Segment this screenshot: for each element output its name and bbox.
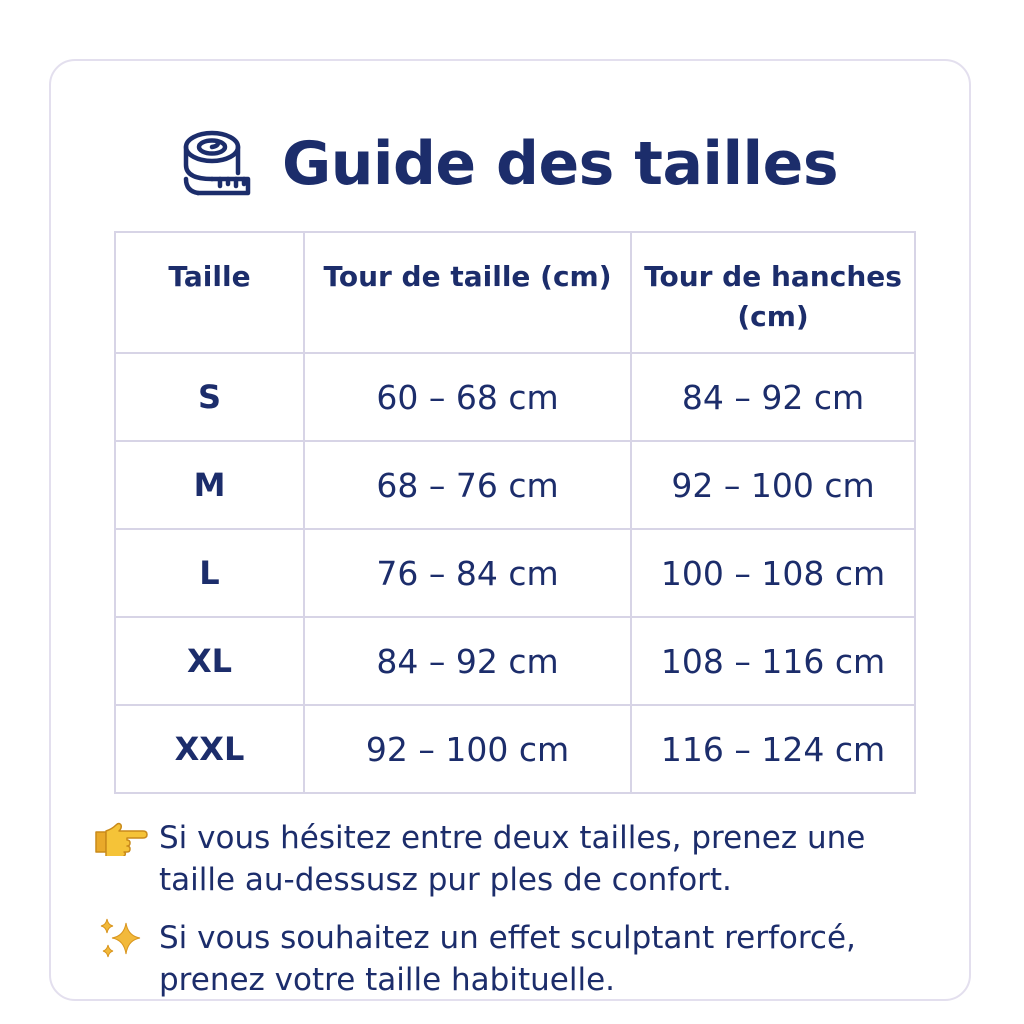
waist-cell: 60 – 68 cm — [304, 353, 631, 441]
size-guide-card — [49, 59, 971, 1001]
table-header-row — [115, 232, 915, 353]
waist-cell: 68 – 76 cm — [304, 441, 631, 529]
hips-cell: 116 – 124 cm — [631, 705, 915, 793]
size-cell: L — [115, 529, 304, 617]
table-row — [115, 529, 915, 617]
table-row — [115, 705, 915, 793]
hips-cell: 84 – 92 cm — [631, 353, 915, 441]
size-tip-note — [93, 817, 933, 901]
measuring-tape-icon — [182, 129, 252, 199]
waist-cell: 92 – 100 cm — [304, 705, 631, 793]
size-cell: M — [115, 441, 304, 529]
waist-cell: 76 – 84 cm — [304, 529, 631, 617]
hips-cell: 100 – 108 cm — [631, 529, 915, 617]
sparkles-icon — [93, 917, 149, 961]
size-cell: S — [115, 353, 304, 441]
pointing-hand-icon — [93, 817, 149, 861]
page-title: Guide des tailles — [281, 129, 839, 199]
size-cell: XXL — [115, 705, 304, 793]
hips-cell: 92 – 100 cm — [631, 441, 915, 529]
size-table — [114, 231, 916, 794]
table-row — [115, 617, 915, 705]
size-cell: XL — [115, 617, 304, 705]
table-row — [115, 441, 915, 529]
waist-cell: 84 – 92 cm — [304, 617, 631, 705]
note-text: Si vous hésitez entre deux tailles, prenez une taille au-dessusz pur ples de confort. — [159, 820, 866, 898]
header-waist: Tour de taille (cm) — [304, 232, 631, 353]
note-text: Si vous souhaitez un effet sculptant rerforcé, prenez votre taille habituelle. — [159, 920, 856, 998]
title-row — [51, 119, 969, 209]
sculpt-tip-note — [93, 917, 933, 1001]
hips-cell: 108 – 116 cm — [631, 617, 915, 705]
header-hips: Tour de hanches (cm) — [631, 232, 915, 353]
header-size: Taille — [115, 232, 304, 353]
table-row — [115, 353, 915, 441]
